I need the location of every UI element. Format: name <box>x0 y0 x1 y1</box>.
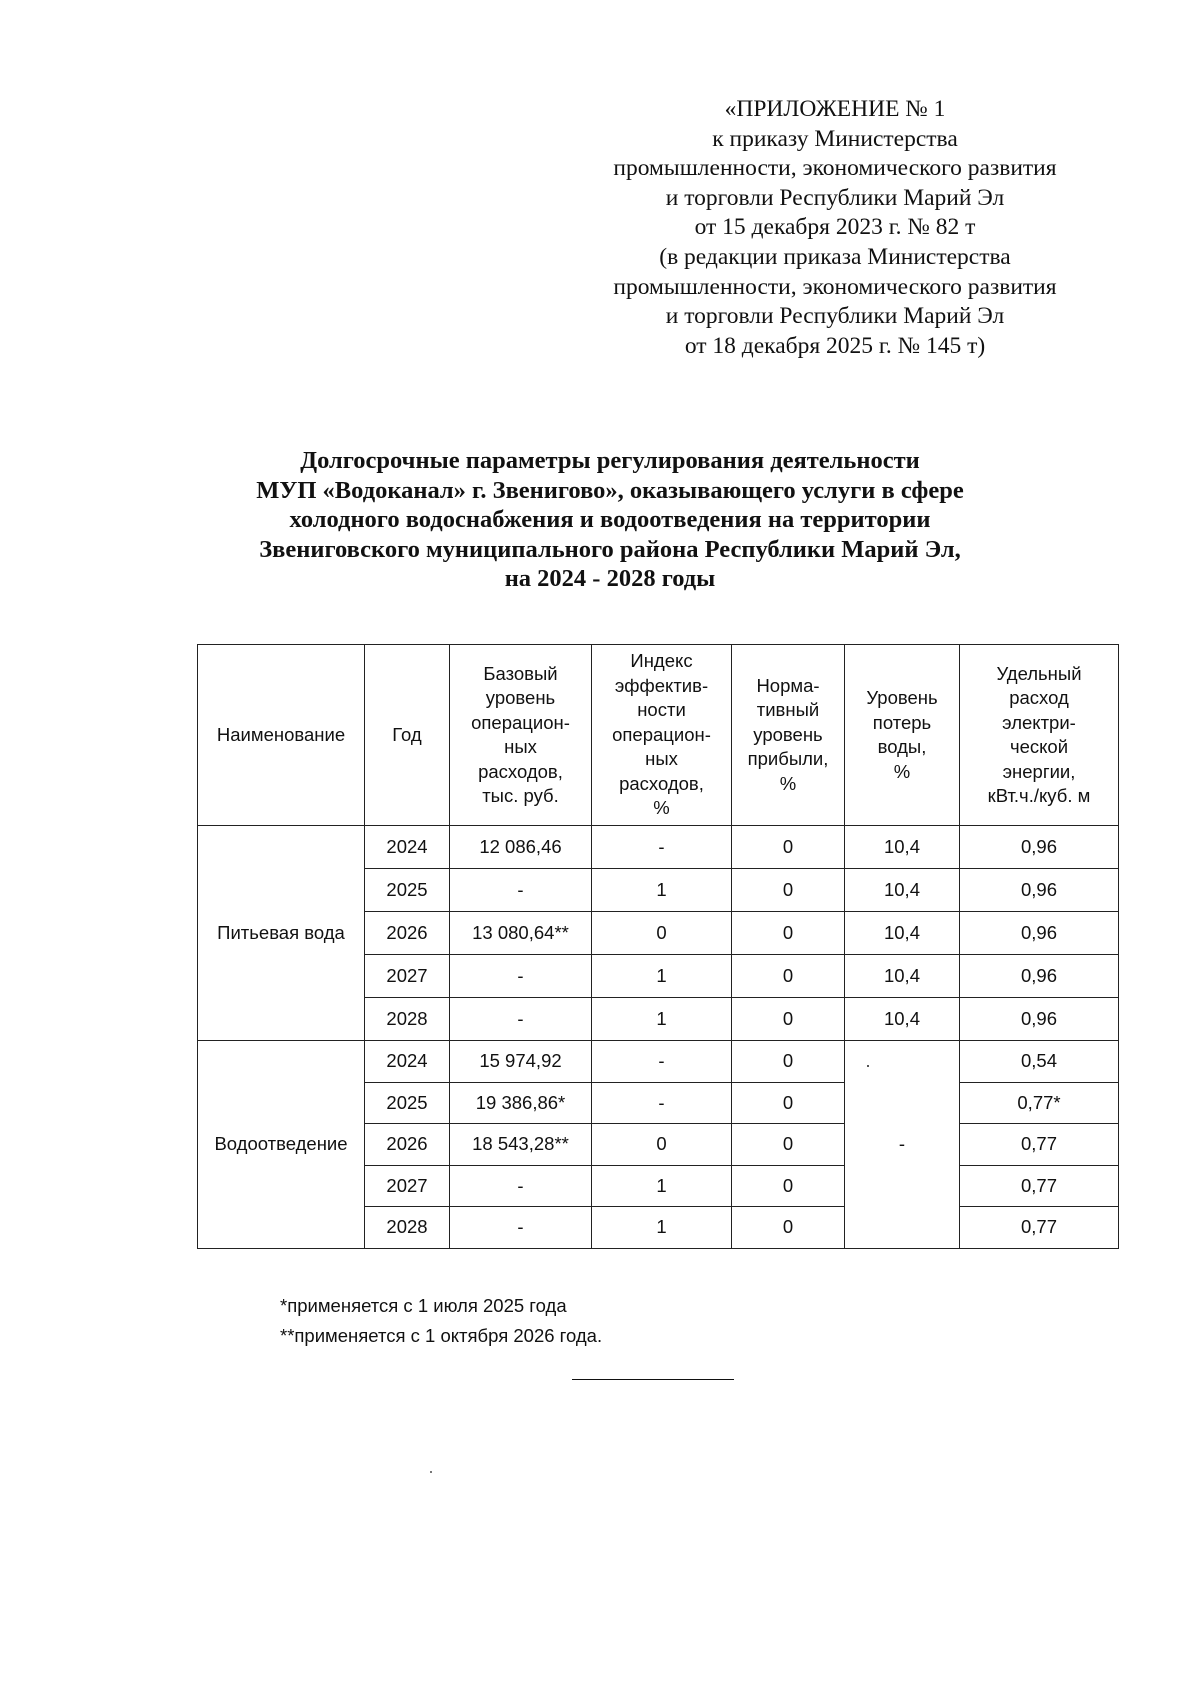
table-header-row <box>198 645 1119 826</box>
cell-year: 2025 <box>365 869 450 912</box>
cell-losses: 10,4 <box>845 955 960 998</box>
cell-profit: 0 <box>732 869 845 912</box>
cell-year: 2027 <box>365 955 450 998</box>
cell-year: 2024 <box>365 1041 450 1083</box>
appendix-line: промышленности, экономического развития <box>613 273 1057 300</box>
cell-energy: 0,96 <box>960 869 1119 912</box>
cell-profit: 0 <box>732 1124 845 1166</box>
header-base-opex: Базовый уровень операцион- ных расходов, тыс. руб. <box>450 645 592 826</box>
cell-energy: 0,96 <box>960 955 1119 998</box>
header-year: Год <box>365 645 450 826</box>
cell-base: - <box>450 998 592 1041</box>
title-line: МУП «Водоканал» г. Звенигово», оказывающего услуги в сфере <box>256 476 964 504</box>
header-profit-level: Норма- тивный уровень прибыли, % <box>732 645 845 826</box>
cell-profit: 0 <box>732 1041 845 1083</box>
cell-energy: 0,96 <box>960 826 1119 869</box>
group-name-drinking-water: Питьевая вода <box>198 826 365 1041</box>
appendix-line: к приказу Министерства <box>712 125 958 152</box>
cell-year: 2028 <box>365 1207 450 1249</box>
cell-losses: 10,4 <box>845 826 960 869</box>
cell-base: 12 086,46 <box>450 826 592 869</box>
cell-energy: 0,77 <box>960 1165 1119 1207</box>
cell-index: 1 <box>592 869 732 912</box>
title-line: холодного водоснабжения и водоотведения на территории <box>289 506 931 533</box>
cell-year: 2026 <box>365 912 450 955</box>
cell-year: 2025 <box>365 1082 450 1124</box>
cell-base: - <box>450 955 592 998</box>
cell-base: 15 974,92 <box>450 1041 592 1083</box>
appendix-line: и торговли Республики Марий Эл <box>665 184 1005 211</box>
header-efficiency-index: Индекс эффектив- ности операцион- ных расходов, % <box>592 645 732 826</box>
appendix-line: и торговли Республики Марий Эл <box>665 303 1005 330</box>
cell-losses: 10,4 <box>845 998 960 1041</box>
cell-profit: 0 <box>732 1165 845 1207</box>
cell-losses: 10,4 <box>845 912 960 955</box>
scan-speck <box>867 1065 869 1067</box>
cell-losses: 10,4 <box>845 869 960 912</box>
cell-energy: 0,96 <box>960 912 1119 955</box>
group-name-wastewater: Водоотведение <box>198 1041 365 1249</box>
cell-year: 2024 <box>365 826 450 869</box>
cell-profit: 0 <box>732 955 845 998</box>
cell-profit: 0 <box>732 998 845 1041</box>
footnote: **применяется с 1 октября 2026 года. <box>280 1325 603 1346</box>
cell-profit: 0 <box>732 912 845 955</box>
cell-year: 2026 <box>365 1124 450 1166</box>
title-line: Звениговского муниципального района Республики Марий Эл, <box>259 535 961 563</box>
cell-energy: 0,77* <box>960 1082 1119 1124</box>
table-row <box>198 1041 1119 1083</box>
cell-base: - <box>450 1165 592 1207</box>
cell-profit: 0 <box>732 826 845 869</box>
cell-profit: 0 <box>732 1207 845 1249</box>
cell-base: - <box>450 1207 592 1249</box>
cell-base: - <box>450 869 592 912</box>
cell-year: 2028 <box>365 998 450 1041</box>
footnotes <box>280 1291 602 1351</box>
appendix-line: промышленности, экономического развития <box>613 155 1057 182</box>
cell-energy: 0,77 <box>960 1124 1119 1166</box>
appendix-line: «ПРИЛОЖЕНИЕ № 1 <box>724 96 946 122</box>
appendix-line: (в редакции приказа Министерства <box>659 243 1011 270</box>
cell-profit: 0 <box>732 1082 845 1124</box>
document-title <box>190 446 1030 594</box>
cell-base: 18 543,28** <box>450 1124 592 1166</box>
title-line: на 2024 - 2028 годы <box>504 565 716 592</box>
cell-index: 1 <box>592 998 732 1041</box>
cell-index: - <box>592 1041 732 1083</box>
cell-index: - <box>592 826 732 869</box>
appendix-line: от 18 декабря 2025 г. № 145 т) <box>684 332 986 359</box>
cell-energy: 0,96 <box>960 998 1119 1041</box>
header-energy-consumption: Удельный расход электри- ческой энергии, кВт.ч./куб. м <box>960 645 1119 826</box>
cell-index: 0 <box>592 1124 732 1166</box>
header-water-losses: Уровень потерь воды, % <box>845 645 960 826</box>
cell-index: 1 <box>592 1165 732 1207</box>
table-row <box>198 826 1119 869</box>
appendix-header <box>575 95 1095 361</box>
cell-energy: 0,54 <box>960 1041 1119 1083</box>
cell-losses-merged: - <box>845 1041 960 1249</box>
cell-base: 19 386,86* <box>450 1082 592 1124</box>
cell-energy: 0,77 <box>960 1207 1119 1249</box>
cell-year: 2027 <box>365 1165 450 1207</box>
header-name: Наименование <box>198 645 365 826</box>
cell-index: 1 <box>592 1207 732 1249</box>
parameters-table <box>197 644 1119 1249</box>
cell-index: 0 <box>592 912 732 955</box>
cell-index: 1 <box>592 955 732 998</box>
appendix-line: от 15 декабря 2023 г. № 82 т <box>694 214 976 241</box>
cell-base: 13 080,64** <box>450 912 592 955</box>
title-line: Долгосрочные параметры регулирования деятельности <box>300 447 920 474</box>
scan-speck <box>430 1471 432 1473</box>
cell-index: - <box>592 1082 732 1124</box>
end-divider <box>572 1379 734 1380</box>
footnote: *применяется с 1 июля 2025 года <box>280 1295 567 1316</box>
